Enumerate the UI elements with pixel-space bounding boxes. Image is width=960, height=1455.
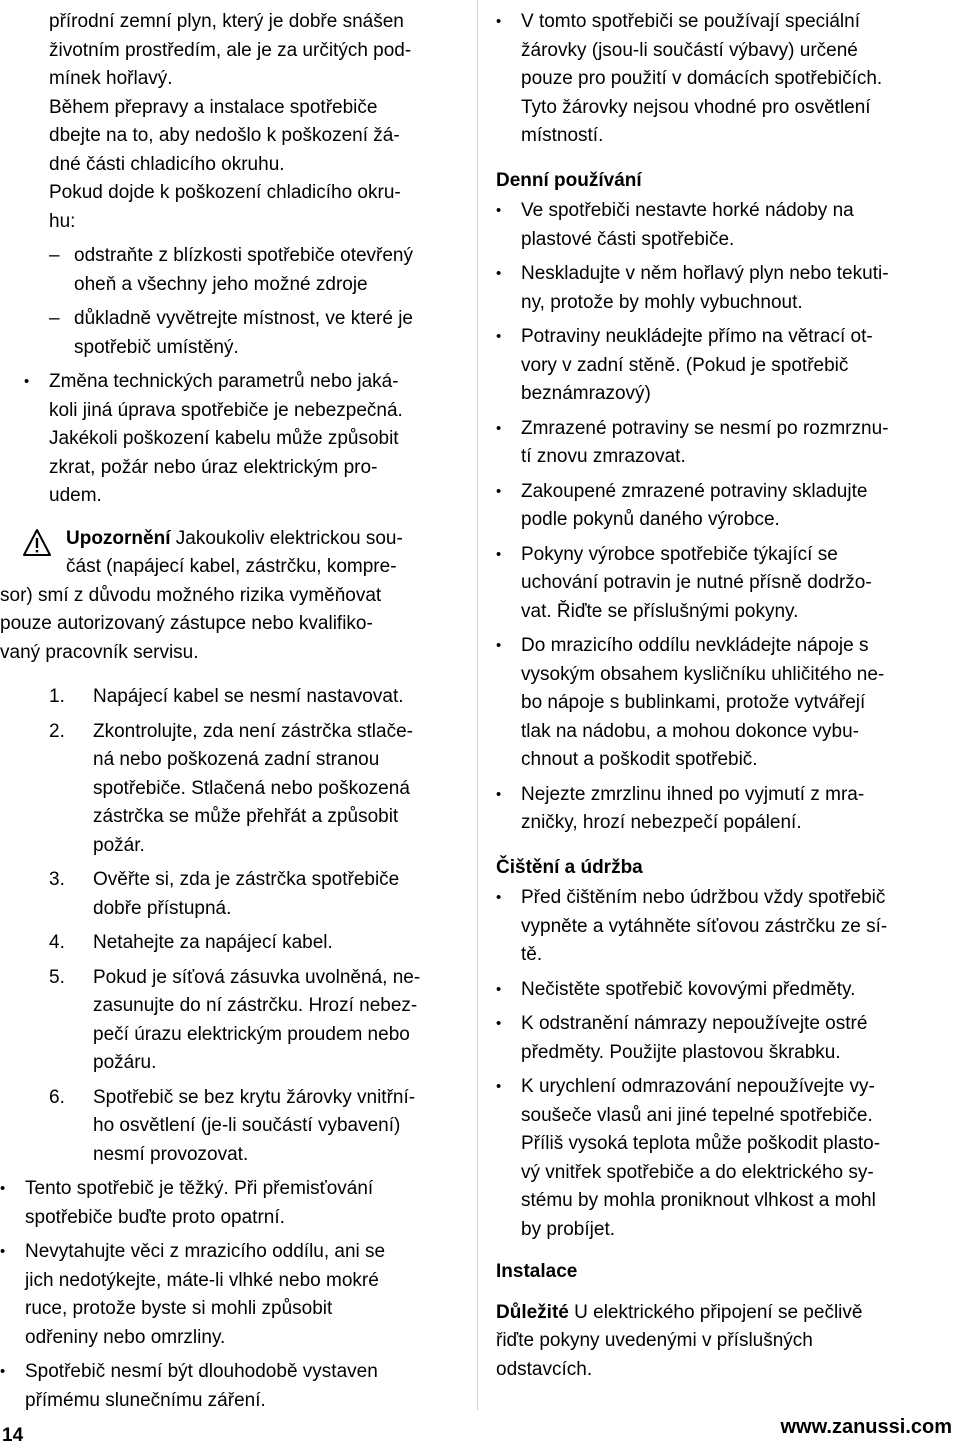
bullet-list	[0, 1175, 454, 1415]
bullet-item: • Zmrazené potraviny se nesmí po rozmrznu- tí znovu zmrazovat.	[496, 415, 936, 472]
column-divider	[477, 0, 478, 1410]
cleaning-list	[496, 884, 936, 1244]
daily-use-list	[496, 197, 936, 838]
numbered-item: 1. Napájecí kabel se nesmí nastavovat.	[49, 686, 404, 707]
numbered-item: 4. Netahejte za napájecí kabel.	[49, 932, 333, 953]
numbered-list	[24, 683, 454, 1169]
numbered-item: 3. Ověřte si, zda je zástrčka spotřebiče dobře přístupná.	[49, 869, 400, 919]
important-label: Důležité	[496, 1301, 569, 1323]
damage-line: Pokud dojde k poškození chladicího okru-	[49, 182, 401, 203]
heading-daily-use: Denní používání	[496, 169, 642, 191]
intro-line: životním prostředím, ale je za určitých pod-	[49, 39, 412, 61]
website-link[interactable]: www.zanussi.com	[780, 1416, 952, 1438]
intro-paragraph	[24, 8, 454, 94]
right-column	[496, 8, 936, 1384]
bullet-item: • Zakoupené zmrazené potraviny skladujte podle pokynů daného výrobce.	[496, 478, 936, 535]
bullet-item: • Před čištěním nebo údržbou vždy spotřebič vypněte a vytáhněte síťovou zástrčku ze sí- tě.	[496, 884, 936, 970]
warning-block	[0, 525, 454, 668]
bullet-change-warning: • Změna technických parametrů nebo jaká- koli jiná úprava spotřebiče je nebezpečná. Jakékoli poškození kabelu může způsobit zkrat, požár nebo úraz elektrickým pro- udem.	[24, 368, 454, 511]
warning-text: vaný pracovník servisu.	[0, 641, 199, 663]
intro-line: mínek hořlavý.	[49, 68, 173, 89]
dash-list	[24, 242, 454, 362]
bullet-item: • Spotřebič nesmí být dlouhodobě vystaven přímému slunečnímu záření.	[0, 1358, 454, 1415]
warning-text: sor) smí z důvodu možného rizika vyměňovat	[0, 584, 382, 606]
warning-label: Upozornění	[66, 527, 171, 549]
bullet-item: • K urychlení odmrazování nepoužívejte vy- soušeče vlasů ani jiné tepelné spotřebiče. Příliš vysoká teplota může poškodit plasto- vý vnitřek spotřebiče a do elektrického sy- stému by mohla proniknout vlhkost a mohl by probíjet.	[496, 1073, 936, 1244]
bullet-item: • V tomto spotřebiči se používají speciální žárovky (jsou-li součástí výbavy) určené pouze pro použití v domácích spotřebičích. Tyto žárovky nejsou vhodné pro osvětlení místností.	[496, 8, 936, 151]
bullet-item: • Nevytahujte věci z mrazicího oddílu, ani se jich nedotýkejte, máte-li vlhké nebo mokré ruce, protože byste si mohli způsobit odřeniny nebo omrzliny.	[0, 1238, 454, 1352]
warning-text: část (napájecí kabel, zástrčku, kompre-	[66, 556, 397, 577]
bullet-item: • Tento spotřebič je těžký. Při přemisťování spotřebiče buďte proto opatrní.	[0, 1175, 454, 1232]
left-column	[0, 8, 454, 1415]
numbered-item: 2. Zkontrolujte, zda není zástrčka stlače- ná nebo poškozená zadní stranou spotřebiče. Stlačená nebo poškozená zástrčka se může přehřát a způsobit požár.	[49, 720, 413, 856]
bullet-item: • Pokyny výrobce spotřebiče týkající se uchování potravin je nutné přísně dodržo- vat. Řiďte se příslušnými pokyny.	[496, 541, 936, 627]
intro-line: přírodní zemní plyn, který je dobře snášen	[49, 11, 404, 32]
bullet-item: • Ve spotřebiči nestavte horké nádoby na plastové části spotřebiče.	[496, 197, 936, 254]
transport-line: dné části chladicího okruhu.	[49, 153, 285, 175]
transport-line: dbejte na to, aby nedošlo k poškození žá-	[49, 125, 400, 146]
numbered-item: 5. Pokud je síťová zásuvka uvolněná, ne- zasunujte do ní zástrčku. Hrozí nebez- pečí úrazu elektrickým proudem nebo požáru.	[49, 966, 421, 1073]
transport-paragraph	[24, 94, 454, 180]
warning-text: Jakoukoliv elektrickou sou-	[175, 527, 403, 549]
bullet-item: • K odstranění námrazy nepoužívejte ostré předměty. Použijte plastovou škrabku.	[496, 1010, 936, 1067]
important-paragraph: Důležité U elektrického připojení se pečlivě řiďte pokyny uvedenými v příslušných odstavcích.	[496, 1301, 863, 1380]
transport-line: Během přepravy a instalace spotřebiče	[49, 96, 378, 118]
dash-item: – odstraňte z blízkosti spotřebiče otevřený oheň a všechny jeho možné zdroje	[49, 242, 454, 299]
bullet-item: • Do mrazicího oddílu nevkládejte nápoje s vysokým obsahem kysličníku uhličitého ne- bo nápoje s bublinkami, protože vytvářejí tlak na nádobu, a mohou dokonce vybu- chnout a poškodit spotřebič.	[496, 632, 936, 775]
heading-installation: Instalace	[496, 1261, 578, 1282]
bullet-item: • Nečistěte spotřebič kovovými předměty.	[496, 976, 936, 1005]
dash-item: – důkladně vyvětrejte místnost, ve které je spotřebič umístěný.	[49, 305, 454, 362]
damage-paragraph	[24, 179, 454, 236]
heading-cleaning: Čištění a údržba	[496, 856, 643, 878]
bullet-item: • Potraviny neukládejte přímo na větrací ot- vory v zadní stěně. (Pokud je spotřebič beznámrazový)	[496, 323, 936, 409]
bullet-item: • Neskladujte v něm hořlavý plyn nebo tekuti- ny, protože by mohly vybuchnout.	[496, 260, 936, 317]
page-number: 14	[2, 1425, 24, 1446]
damage-line: hu:	[49, 210, 76, 232]
numbered-item: 6. Spotřebič se bez krytu žárovky vnitřní- ho osvětlení (je-li součástí vybavení) nesmí provozovat.	[49, 1086, 416, 1165]
warning-triangle-icon	[22, 528, 52, 558]
warning-text: pouze autorizovaný zástupce nebo kvalifiko-	[0, 613, 373, 634]
bullet-item: • Nejezte zmrzlinu ihned po vyjmutí z mra- zničky, hrozí nebezpečí popálení.	[496, 781, 936, 838]
